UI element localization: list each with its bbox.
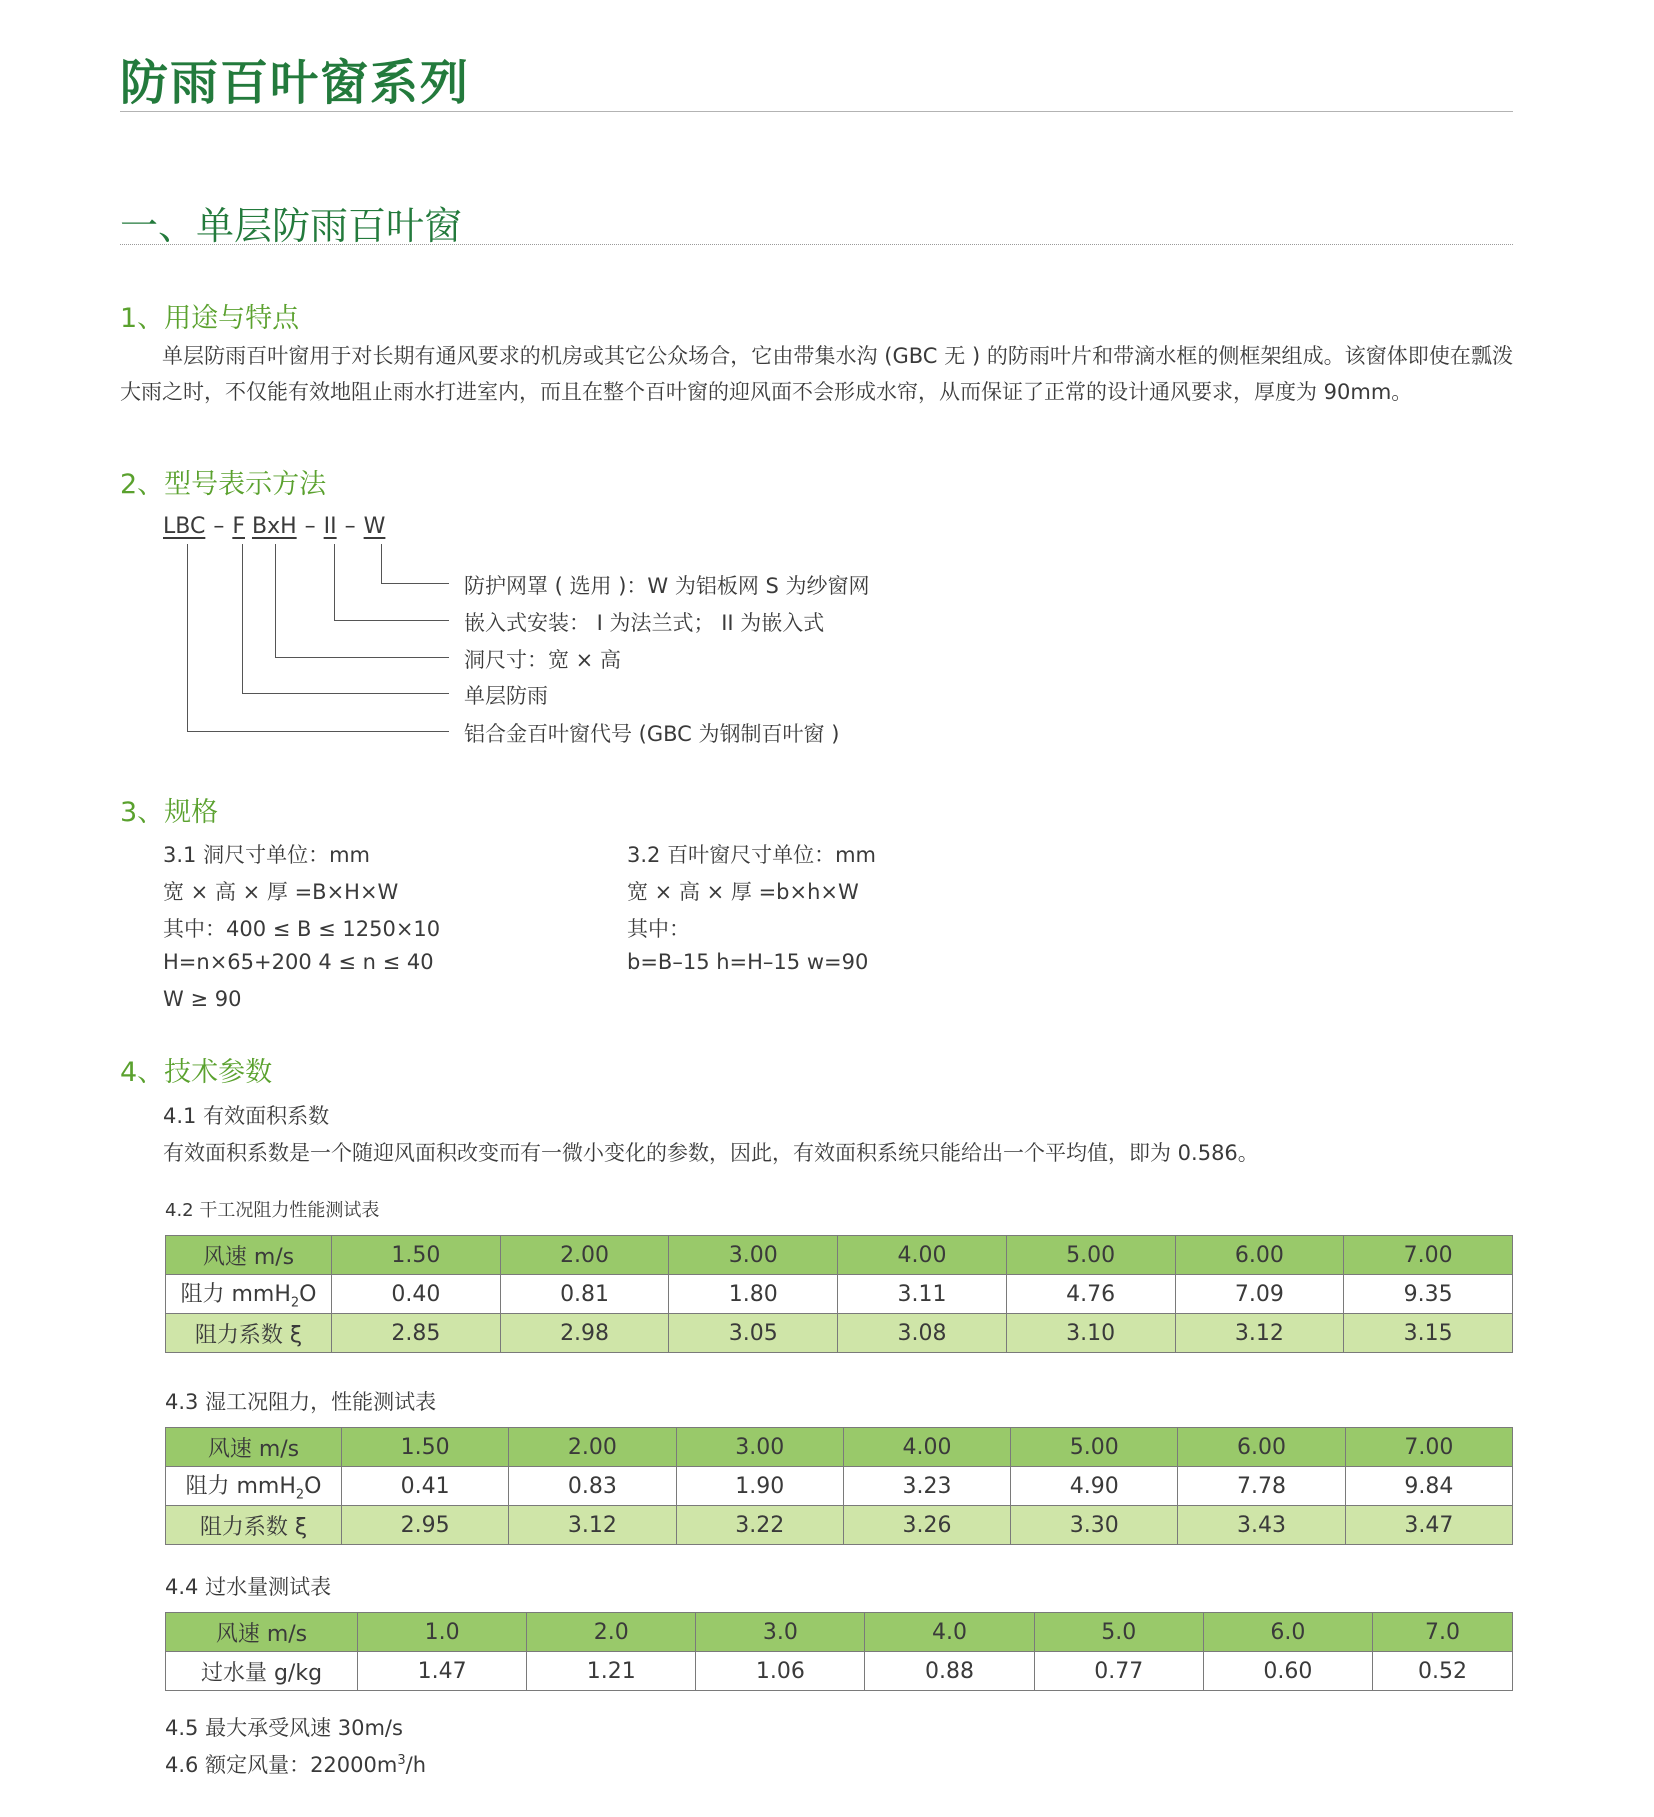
leader-horizontal-size (275, 657, 449, 658)
spec-left-line: 3.1 洞尺寸单位：mm (163, 843, 370, 867)
leader-vertical-size (275, 544, 276, 658)
table-cell: 4.00 (843, 1428, 1010, 1467)
resistance-label-sub: 2 (295, 1487, 305, 1503)
model-code-layer: F (232, 514, 245, 539)
water-amount-table (165, 1612, 1513, 1691)
max-wind-speed: 4.5 最大承受风速 30m/s (165, 1716, 403, 1740)
table-cell: 5.0 (1034, 1613, 1203, 1652)
table-cell: 4.00 (838, 1236, 1007, 1275)
table-cell: 3.26 (843, 1506, 1010, 1545)
table-row (166, 1613, 1513, 1652)
spec-right-line: b=B–15 h=H–15 w=90 (627, 950, 869, 974)
dry-resistance-table (165, 1235, 1513, 1353)
table-cell: 2.85 (332, 1314, 501, 1353)
model-label-install: 嵌入式安装： I 为法兰式； II 为嵌入式 (464, 611, 825, 635)
row-label-speed: 风速 m/s (166, 1236, 332, 1275)
table-cell: 3.00 (676, 1428, 843, 1467)
leader-vertical-layer (242, 544, 243, 694)
table-cell: 3.22 (676, 1506, 843, 1545)
table-cell: 2.95 (342, 1506, 509, 1545)
model-code-dash: – (304, 514, 316, 539)
leader-vertical-series (187, 544, 188, 732)
table-cell: 2.00 (509, 1428, 676, 1467)
model-label-series: 铝合金百叶窗代号 (GBC 为钢制百叶窗 ) (464, 722, 840, 746)
table-cell: 1.47 (358, 1652, 527, 1691)
leader-vertical-screen (381, 544, 382, 584)
table-cell: 1.21 (527, 1652, 696, 1691)
usage-paragraph: 单层防雨百叶窗用于对长期有通风要求的机房或其它公众场合，它由带集水沟 (GBC 无 ) 的防雨叶片和带滴水框的侧框架组成。该窗体即使在瓢泼大雨之时，不仅能有效地阻止雨水打进室内，而且在整个百叶窗的迎风面不会形成水帘，从而保证了正常的设计通风要求，厚度为 90mm。 (120, 344, 1513, 404)
table-cell: 0.81 (500, 1275, 669, 1314)
table-cell: 0.88 (865, 1652, 1034, 1691)
spec-left-line: 其中：400 ≤ B ≤ 1250×10 (163, 917, 441, 941)
table-row (166, 1275, 1513, 1314)
table-cell: 3.43 (1178, 1506, 1345, 1545)
spec-left-line: H=n×65+200 4 ≤ n ≤ 40 (163, 950, 434, 974)
effective-area-text: 有效面积系数是一个随迎风面积改变而有一微小变化的参数，因此，有效面积系统只能给出一个平均值，即为 0.586。 (163, 1141, 1259, 1165)
table-cell: 0.41 (342, 1467, 509, 1506)
table-cell: 1.50 (332, 1236, 501, 1275)
table-row (166, 1428, 1513, 1467)
table-cell: 3.23 (843, 1467, 1010, 1506)
leader-horizontal-install (334, 620, 449, 621)
model-code-dash: – (344, 514, 356, 539)
leader-horizontal-screen (381, 583, 449, 584)
row-label-water: 过水量 g/kg (166, 1652, 358, 1691)
leader-vertical-install (334, 544, 335, 621)
rated-air-volume-unit: /h (405, 1753, 427, 1777)
row-label-coefficient: 阻力系数 ξ (166, 1314, 332, 1353)
resistance-label-text: 阻力 mmH (180, 1282, 291, 1308)
table-cell: 2.98 (500, 1314, 669, 1353)
table-cell: 6.00 (1175, 1236, 1344, 1275)
row-label-speed: 风速 m/s (166, 1428, 342, 1467)
model-label-screen: 防护网罩 ( 选用 )：W 为铝板网 S 为纱窗网 (464, 574, 870, 598)
resistance-label-text: 阻力 mmH (185, 1474, 296, 1500)
table-cell: 0.83 (509, 1467, 676, 1506)
row-label-speed: 风速 m/s (166, 1613, 358, 1652)
usage-heading: 1、用途与特点 (120, 303, 300, 334)
table-cell: 7.00 (1345, 1428, 1512, 1467)
resistance-label-suffix: O (299, 1282, 317, 1308)
table-cell: 4.76 (1006, 1275, 1175, 1314)
table-cell: 3.0 (696, 1613, 865, 1652)
table-cell: 7.78 (1178, 1467, 1345, 1506)
table-cell: 1.80 (669, 1275, 838, 1314)
table-cell: 3.12 (509, 1506, 676, 1545)
model-code-size: BxH (251, 514, 297, 539)
table-cell: 1.90 (676, 1467, 843, 1506)
table-cell: 5.00 (1011, 1428, 1178, 1467)
spec-left-line: 宽 × 高 × 厚 =B×H×W (163, 880, 399, 904)
table-cell: 6.00 (1178, 1428, 1345, 1467)
table-cell: 3.08 (838, 1314, 1007, 1353)
rated-air-volume-sup: 3 (397, 1753, 406, 1768)
rated-air-volume-text: 4.6 额定风量：22000m (165, 1753, 398, 1777)
row-label-coefficient: 阻力系数 ξ (166, 1506, 342, 1545)
table-cell: 2.0 (527, 1613, 696, 1652)
spec-right-line: 其中： (627, 917, 690, 941)
table-cell: 3.30 (1011, 1506, 1178, 1545)
table-cell: 0.60 (1203, 1652, 1372, 1691)
table-cell: 9.84 (1345, 1467, 1512, 1506)
tech-heading: 4、技术参数 (120, 1057, 273, 1088)
leader-horizontal-layer (242, 693, 449, 694)
row-label-resistance (166, 1467, 342, 1506)
table-cell: 3.11 (838, 1275, 1007, 1314)
table-cell: 4.90 (1011, 1467, 1178, 1506)
model-heading: 2、型号表示方法 (120, 469, 327, 500)
table-row (166, 1236, 1513, 1275)
table-cell: 6.0 (1203, 1613, 1372, 1652)
table-cell: 3.12 (1175, 1314, 1344, 1353)
model-code-screen: W (363, 514, 386, 539)
table-row (166, 1652, 1513, 1691)
spec-right-line: 3.2 百叶窗尺寸单位：mm (627, 843, 876, 867)
table-row (166, 1314, 1513, 1353)
table-cell: 5.00 (1006, 1236, 1175, 1275)
table-cell: 1.0 (358, 1613, 527, 1652)
wet-resistance-table (165, 1427, 1513, 1545)
spec-right-line: 宽 × 高 × 厚 =b×h×W (627, 880, 859, 904)
leader-horizontal-series (187, 731, 449, 732)
table-cell: 3.10 (1006, 1314, 1175, 1353)
table-cell: 2.00 (500, 1236, 669, 1275)
model-label-size: 洞尺寸：宽 × 高 (464, 648, 621, 672)
table-row (166, 1506, 1513, 1545)
table-cell: 3.00 (669, 1236, 838, 1275)
table-cell: 7.00 (1344, 1236, 1513, 1275)
table-cell: 3.47 (1345, 1506, 1512, 1545)
table-cell: 9.35 (1344, 1275, 1513, 1314)
model-code-dash: – (213, 514, 225, 539)
table-row (166, 1467, 1513, 1506)
table-cell: 1.50 (342, 1428, 509, 1467)
table-cell: 3.05 (669, 1314, 838, 1353)
title-divider (120, 111, 1513, 112)
table-cell: 1.06 (696, 1652, 865, 1691)
resistance-label-sub: 2 (290, 1295, 300, 1311)
page-title: 防雨百叶窗系列 (120, 55, 471, 111)
row-label-resistance (166, 1275, 332, 1314)
table-cell: 4.0 (865, 1613, 1034, 1652)
model-code-series: LBC (163, 514, 206, 539)
table-cell: 0.77 (1034, 1652, 1203, 1691)
spec-left-line: W ≥ 90 (163, 987, 242, 1011)
effective-area-title: 4.1 有效面积系数 (163, 1104, 330, 1128)
table-cell: 0.40 (332, 1275, 501, 1314)
table-cell: 7.09 (1175, 1275, 1344, 1314)
wet-table-caption: 4.3 湿工况阻力，性能测试表 (165, 1390, 437, 1414)
model-code (163, 514, 385, 539)
table-cell: 7.0 (1373, 1613, 1513, 1652)
section-divider (120, 244, 1513, 245)
spec-heading: 3、规格 (120, 797, 219, 828)
section-title: 一、单层防雨百叶窗 (120, 204, 463, 248)
model-code-install: II (323, 514, 337, 539)
model-label-layer: 单层防雨 (464, 684, 548, 708)
water-table-caption: 4.4 过水量测试表 (165, 1575, 332, 1599)
table-cell: 3.15 (1344, 1314, 1513, 1353)
dry-table-caption: 4.2 干工况阻力性能测试表 (165, 1200, 380, 1221)
resistance-label-suffix: O (304, 1474, 322, 1500)
rated-air-volume (165, 1749, 426, 1779)
table-cell: 0.52 (1373, 1652, 1513, 1691)
